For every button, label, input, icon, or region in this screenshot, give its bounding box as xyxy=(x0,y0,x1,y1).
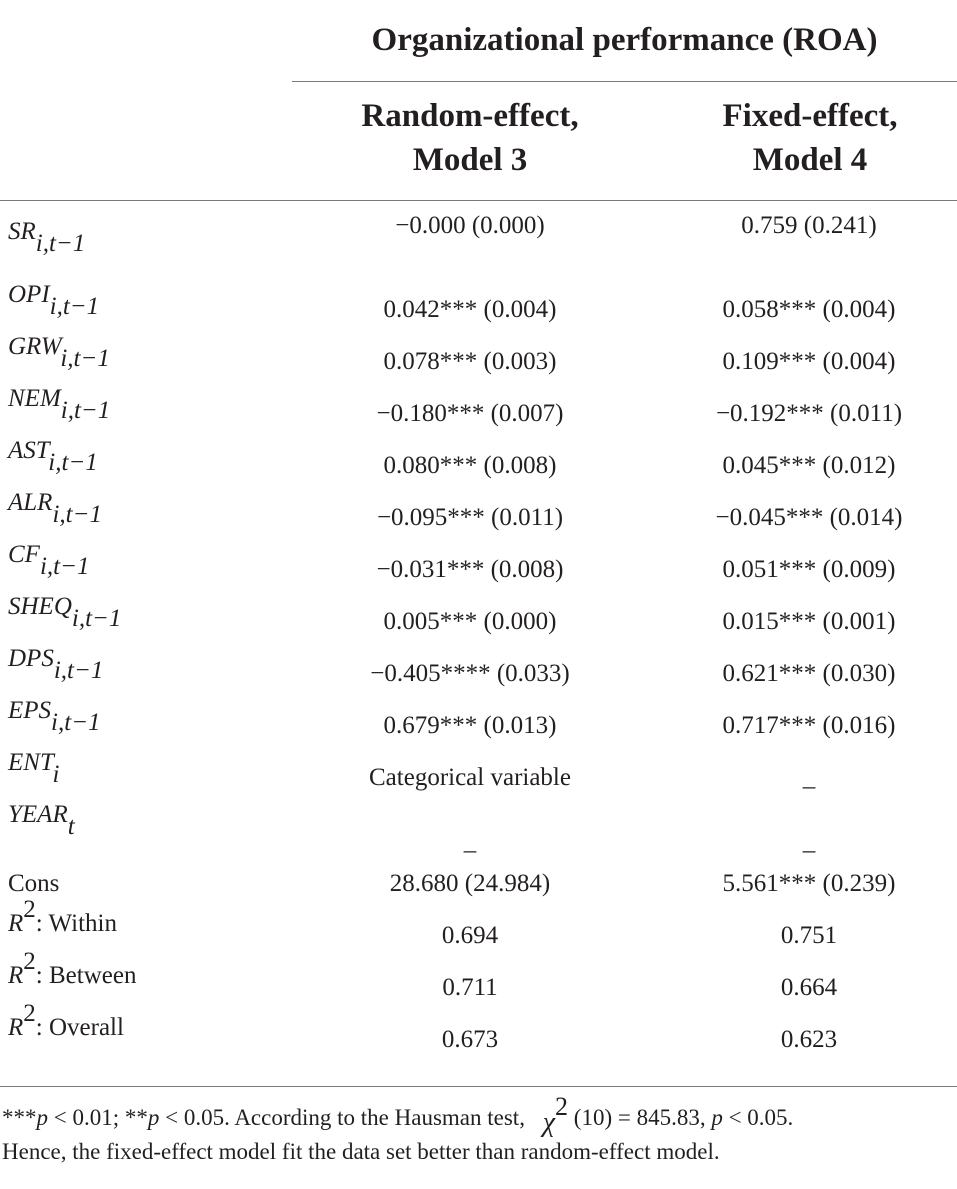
row-variable xyxy=(8,645,104,684)
var-subscript: i,t−1 xyxy=(51,709,101,736)
footnote-line1 xyxy=(2,1092,794,1138)
var-subscript: i,t−1 xyxy=(39,553,90,580)
random-effect-cell: 0.078*** (0.003) xyxy=(383,348,557,375)
random-effect-cell: Categorical variable xyxy=(369,764,571,791)
var-symbol: SHEQ xyxy=(8,593,72,620)
footnote-chi-rest: (10) = 845.83, xyxy=(568,1105,712,1130)
var-symbol: CF xyxy=(8,541,40,568)
row-variable xyxy=(8,801,75,840)
var-symbol: ENT xyxy=(8,749,53,776)
row-variable xyxy=(8,218,86,257)
fixed-effect-cell: −0.045*** (0.014) xyxy=(715,504,903,531)
var-subscript: i,t−1 xyxy=(49,293,100,320)
var-subscript: i,t−1 xyxy=(60,345,110,372)
footnote-sig2-rest: < 0.05. According to the Hausman test, xyxy=(159,1105,525,1130)
random-effect-cell: 0.679*** (0.013) xyxy=(383,712,557,739)
fixed-effect-cell: 5.561*** (0.239) xyxy=(722,870,896,897)
var-subscript: t xyxy=(67,813,75,840)
fixed-effect-cell: 0.751 xyxy=(780,922,838,949)
fixed-effect-cell: 0.015*** (0.001) xyxy=(722,608,896,635)
var-symbol: GRW xyxy=(8,333,61,360)
col1-header-line1: Random-effect, xyxy=(361,98,579,134)
var-symbol: AST xyxy=(8,437,49,464)
fixed-effect-cell: 0.045*** (0.012) xyxy=(722,452,896,479)
var-subscript: i,t−1 xyxy=(35,230,86,257)
row-variable xyxy=(8,593,122,632)
random-effect-cell: 0.711 xyxy=(442,974,498,1001)
fixed-effect-cell: _ xyxy=(802,764,816,791)
row-variable xyxy=(8,385,111,424)
var-symbol: R xyxy=(8,910,24,937)
footnote-sig1-stars: *** xyxy=(2,1105,37,1130)
row-variable xyxy=(8,489,102,528)
var-symbol: DPS xyxy=(8,645,54,672)
row-variable xyxy=(8,1000,124,1042)
footnote-sig1-p: p xyxy=(36,1105,48,1130)
var-subscript: i,t−1 xyxy=(60,397,111,424)
var-superscript: 2 xyxy=(23,896,36,923)
footnote-chi-symbol: χ xyxy=(542,1107,556,1138)
var-symbol: R xyxy=(8,962,24,989)
var-subscript: i,t−1 xyxy=(53,657,104,684)
fixed-effect-cell: 0.623 xyxy=(780,1026,838,1053)
fixed-effect-cell: 0.621*** (0.030) xyxy=(722,660,896,687)
fixed-effect-cell: 0.051*** (0.009) xyxy=(722,556,896,583)
header-bottom-rule xyxy=(0,200,957,201)
row-variable xyxy=(8,333,110,372)
row-variable xyxy=(8,281,100,320)
fixed-effect-cell: 0.759 (0.241) xyxy=(741,212,877,239)
var-subscript: i,t−1 xyxy=(71,605,122,632)
random-effect-cell: −0.180*** (0.007) xyxy=(376,400,564,427)
row-variable xyxy=(8,749,60,788)
var-superscript: 2 xyxy=(23,1000,36,1027)
fixed-effect-cell: 0.717*** (0.016) xyxy=(722,712,896,739)
random-effect-cell: −0.405**** (0.033) xyxy=(370,660,570,687)
random-effect-cell: 0.673 xyxy=(441,1026,499,1053)
random-effect-cell: −0.031*** (0.008) xyxy=(376,556,564,583)
var-symbol: EPS xyxy=(8,697,52,724)
var-symbol: YEAR xyxy=(8,801,68,828)
group-title: Organizational performance (ROA) xyxy=(371,22,878,58)
footnote-chi-sup: 2 xyxy=(555,1092,569,1121)
var-symbol: NEM xyxy=(8,385,61,412)
fixed-effect-cell: 0.109*** (0.004) xyxy=(722,348,896,375)
footnote-line2: Hence, the fixed-effect model fit the data set better than random-effect model. xyxy=(2,1139,720,1164)
table-bottom-rule xyxy=(0,1086,957,1087)
header-group-rule xyxy=(292,81,957,82)
row-variable xyxy=(8,870,59,898)
random-effect-cell: _ xyxy=(463,828,477,855)
footnote-sig2-stars: ** xyxy=(124,1105,148,1130)
row-variable xyxy=(8,948,137,990)
random-effect-cell: 0.042*** (0.004) xyxy=(383,296,557,323)
random-effect-cell: 0.694 xyxy=(441,922,499,949)
random-effect-cell: −0.095*** (0.011) xyxy=(376,504,564,531)
row-variable xyxy=(8,896,117,938)
col1-header-line2: Model 3 xyxy=(412,142,528,178)
footnote-chi-p-rest: < 0.05. xyxy=(722,1105,794,1130)
col2-header-line1: Fixed-effect, xyxy=(722,98,898,134)
var-label: : Within xyxy=(35,910,117,937)
col2-header-line2: Model 4 xyxy=(752,142,868,178)
var-symbol: ALR xyxy=(8,489,53,516)
var-subscript: i,t−1 xyxy=(48,449,98,476)
fixed-effect-cell: _ xyxy=(802,828,816,855)
random-effect-cell: −0.000 (0.000) xyxy=(395,212,545,239)
random-effect-cell: 28.680 (24.984) xyxy=(389,870,551,897)
fixed-effect-cell: −0.192*** (0.011) xyxy=(715,400,903,427)
random-effect-cell: 0.080*** (0.008) xyxy=(383,452,557,479)
var-symbol: Cons xyxy=(8,870,60,897)
var-label: : Overall xyxy=(35,1014,124,1041)
row-variable xyxy=(8,541,90,580)
fixed-effect-cell: 0.058*** (0.004) xyxy=(722,296,896,323)
var-symbol: SR xyxy=(8,218,36,245)
var-symbol: R xyxy=(8,1014,24,1041)
footnote-sig2-p: p xyxy=(147,1105,160,1130)
var-subscript: i,t−1 xyxy=(52,501,102,528)
var-subscript: i xyxy=(52,761,60,788)
footnote-sig1-rest: < 0.01; xyxy=(48,1105,125,1130)
var-symbol: OPI xyxy=(8,281,50,308)
row-variable xyxy=(8,437,98,476)
footnote-chi-p: p xyxy=(711,1105,723,1130)
fixed-effect-cell: 0.664 xyxy=(780,974,838,1001)
random-effect-cell: 0.005*** (0.000) xyxy=(383,608,557,635)
var-label: : Between xyxy=(35,962,137,989)
row-variable xyxy=(8,697,101,736)
var-superscript: 2 xyxy=(23,948,36,975)
